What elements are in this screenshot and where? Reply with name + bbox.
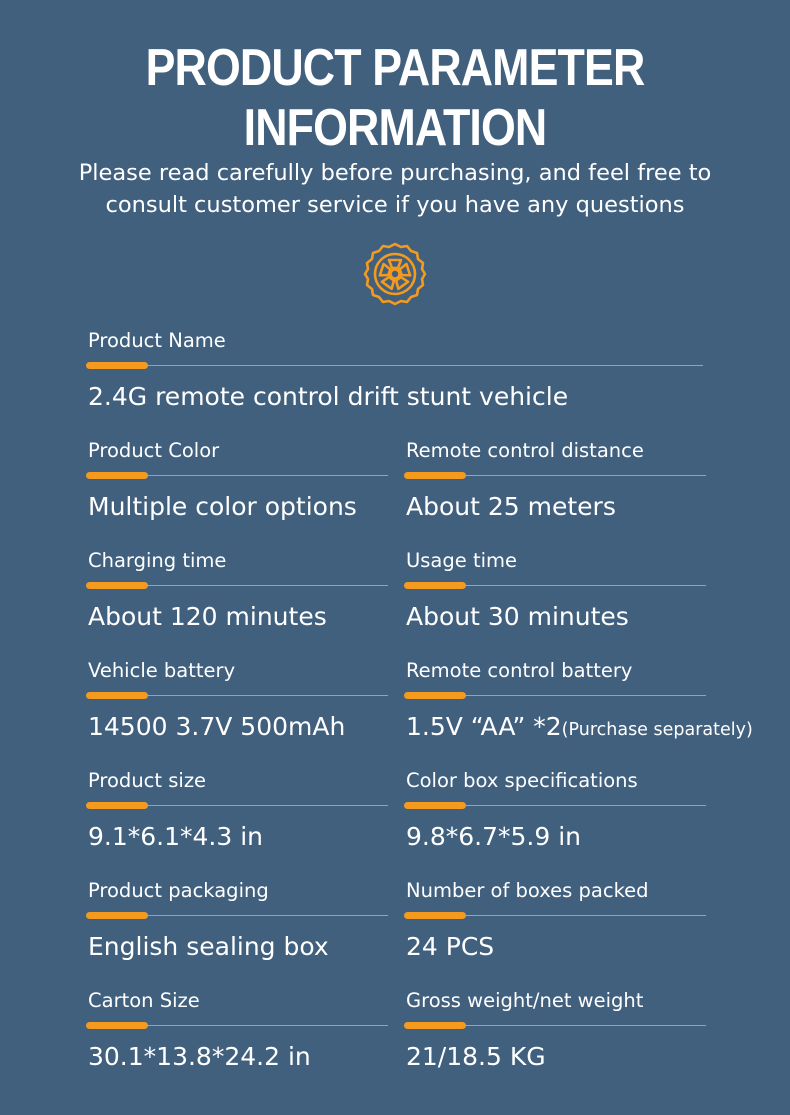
field-label: Product Color <box>88 439 220 462</box>
field-value: 9.8*6.7*5.9 in <box>406 822 582 851</box>
field-label: Product Name <box>88 329 226 352</box>
field-label: Usage time <box>406 549 518 572</box>
field-value: 21/18.5 KG <box>406 1042 546 1071</box>
page-title-line2: INFORMATION <box>243 99 547 157</box>
accent-bar <box>404 912 466 919</box>
accent-bar <box>404 1022 466 1029</box>
field-value: 2.4G remote control drift stunt vehicle <box>88 382 569 411</box>
field-value: 14500 3.7V 500mAh <box>88 712 346 741</box>
field-label: Product size <box>88 769 207 792</box>
field-label: Gross weight/net weight <box>406 989 644 1012</box>
field-label: Product packaging <box>88 879 269 902</box>
field-label: Carton Size <box>88 989 200 1012</box>
subtitle-line1: Please read carefully before purchasing, and feel free to <box>78 160 712 186</box>
field-value: About 25 meters <box>406 492 616 521</box>
field-value: About 30 minutes <box>406 602 629 631</box>
field-label: Color box specifications <box>406 769 638 792</box>
field-value-main: 1.5V “AA” *2 <box>406 712 562 741</box>
field-value: About 120 minutes <box>88 602 327 631</box>
accent-bar <box>86 582 148 589</box>
field-label: Remote control distance <box>406 439 644 462</box>
accent-bar <box>86 912 148 919</box>
accent-bar <box>86 472 148 479</box>
accent-bar <box>86 692 148 699</box>
gear-wheel-icon <box>362 241 428 307</box>
field-value: Multiple color options <box>88 492 357 521</box>
page-title-line1: PRODUCT PARAMETER <box>145 39 645 97</box>
field-value <box>406 710 753 747</box>
accent-bar <box>86 802 148 809</box>
subtitle-line2: consult customer service if you have any questions <box>105 192 685 218</box>
field-value: English sealing box <box>88 932 329 961</box>
field-value-note: (Purchase separately) <box>561 720 753 740</box>
field-value: 9.1*6.1*4.3 in <box>88 822 264 851</box>
field-value: 30.1*13.8*24.2 in <box>88 1042 311 1071</box>
accent-bar <box>404 472 466 479</box>
divider <box>86 365 703 366</box>
field-label: Number of boxes packed <box>406 879 649 902</box>
field-value: 24 PCS <box>406 932 495 961</box>
field-label: Vehicle battery <box>88 659 236 682</box>
accent-bar <box>404 802 466 809</box>
field-label: Charging time <box>88 549 227 572</box>
accent-bar <box>86 362 148 369</box>
accent-bar <box>404 582 466 589</box>
accent-bar <box>86 1022 148 1029</box>
accent-bar <box>404 692 466 699</box>
field-label: Remote control battery <box>406 659 633 682</box>
